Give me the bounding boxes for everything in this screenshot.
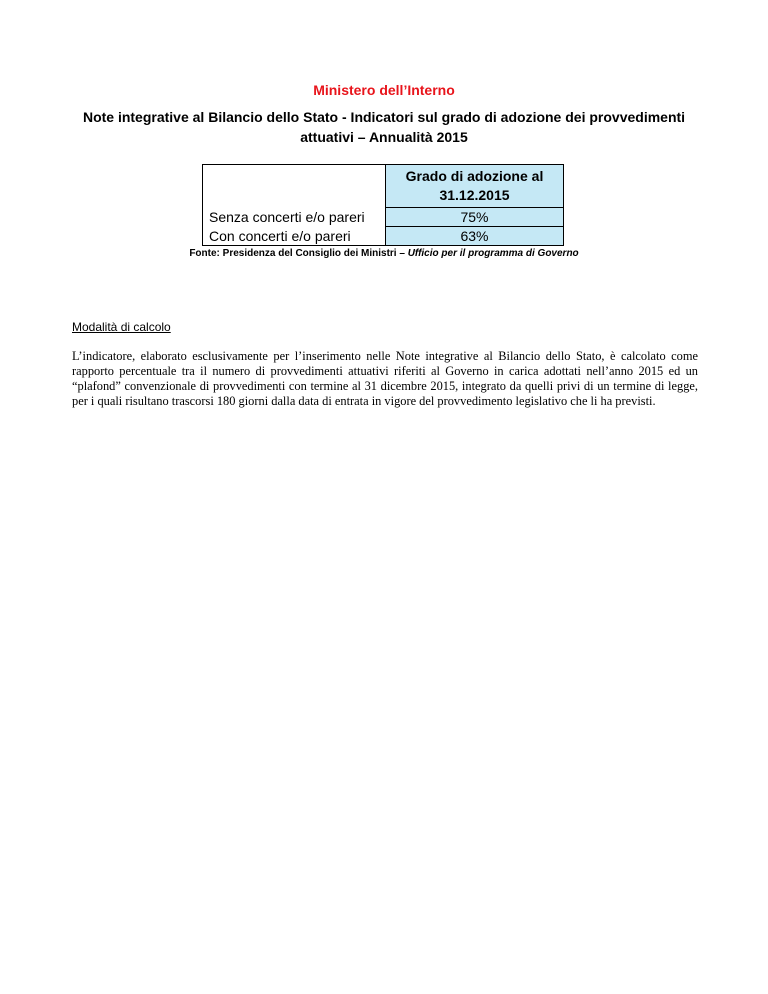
section-heading: Modalità di calcolo <box>72 320 171 334</box>
table-corner-cell <box>203 165 386 208</box>
document-title: Note integrative al Bilancio dello Stato - Indicatori sul grado di adozione dei provvedimenti attuativi – Annualità 2015 <box>82 109 686 145</box>
calculation-paragraph: L’indicatore, elaborato esclusivamente per l’inserimento nelle Note integrative al Bilancio dello Stato, è calcolato come rapporto percentuale tra il numero di provvedimenti attuativi riferiti al Governo in carica adottati nell’anno 2015 ed un “plafond” convenzionale di provvedimenti con termine al 31 dicembre 2015, integrato da quelli privi di un termine di legge, per i quali risultano trascorsi 180 giorni dalla data di entrata in vigore del provvedimento legislativo che li ha previsti. <box>72 349 698 408</box>
table-row <box>203 208 564 227</box>
row-label: Con concerti e/o pareri <box>203 227 386 246</box>
row-label: Senza concerti e/o pareri <box>203 208 386 227</box>
source-prefix: Fonte: Presidenza del Consiglio dei Ministri – <box>189 248 408 259</box>
row-value: 75% <box>386 208 564 227</box>
indicator-table <box>202 164 564 246</box>
ministry-name: Ministero dell’Interno <box>313 82 455 98</box>
source-office: Ufficio per il programma di Governo <box>407 248 579 259</box>
column-header: Grado di adozione al 31.12.2015 <box>386 165 564 208</box>
source-note <box>0 248 768 259</box>
table-header-row <box>203 165 564 208</box>
table-row <box>203 227 564 246</box>
row-value: 63% <box>386 227 564 246</box>
